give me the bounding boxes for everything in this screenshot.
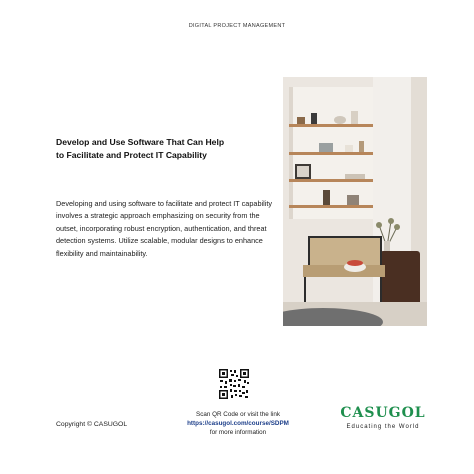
qr-code[interactable]: [218, 368, 250, 400]
scan-text-line-3: for more information: [209, 428, 267, 436]
page-title: [56, 136, 271, 161]
photo-illustration: [283, 77, 427, 326]
body-paragraph: Developing and using software to facilitate and protect IT capability involves a strategic approach emphasizing on security from the outset, incorporating robust encryption, authentication, and threat detection systems. Utilize scalable, modular designs to enhance flexibility and maintainability.: [56, 199, 273, 258]
title-line-1: Develop and Use Software That Can Help: [56, 137, 225, 147]
title-line-2: to Facilitate and Protect IT Capability: [56, 149, 207, 160]
header-label: DIGITAL PROJECT MANAGEMENT: [188, 23, 286, 29]
scan-text-line-1: Scan QR Code or visit the link: [196, 411, 280, 418]
interior-shelf-photo: [283, 77, 427, 326]
brand-name: CASUGOL: [340, 405, 426, 421]
course-link[interactable]: https://casugol.com/course/SDPM: [187, 419, 289, 427]
qr-code-icon: [218, 368, 250, 400]
copyright-text: Copyright © CASUGOL: [56, 421, 128, 428]
brand-tagline: Educating the World: [346, 424, 420, 430]
brand-logo: [338, 405, 428, 430]
scan-instructions: [168, 411, 308, 437]
